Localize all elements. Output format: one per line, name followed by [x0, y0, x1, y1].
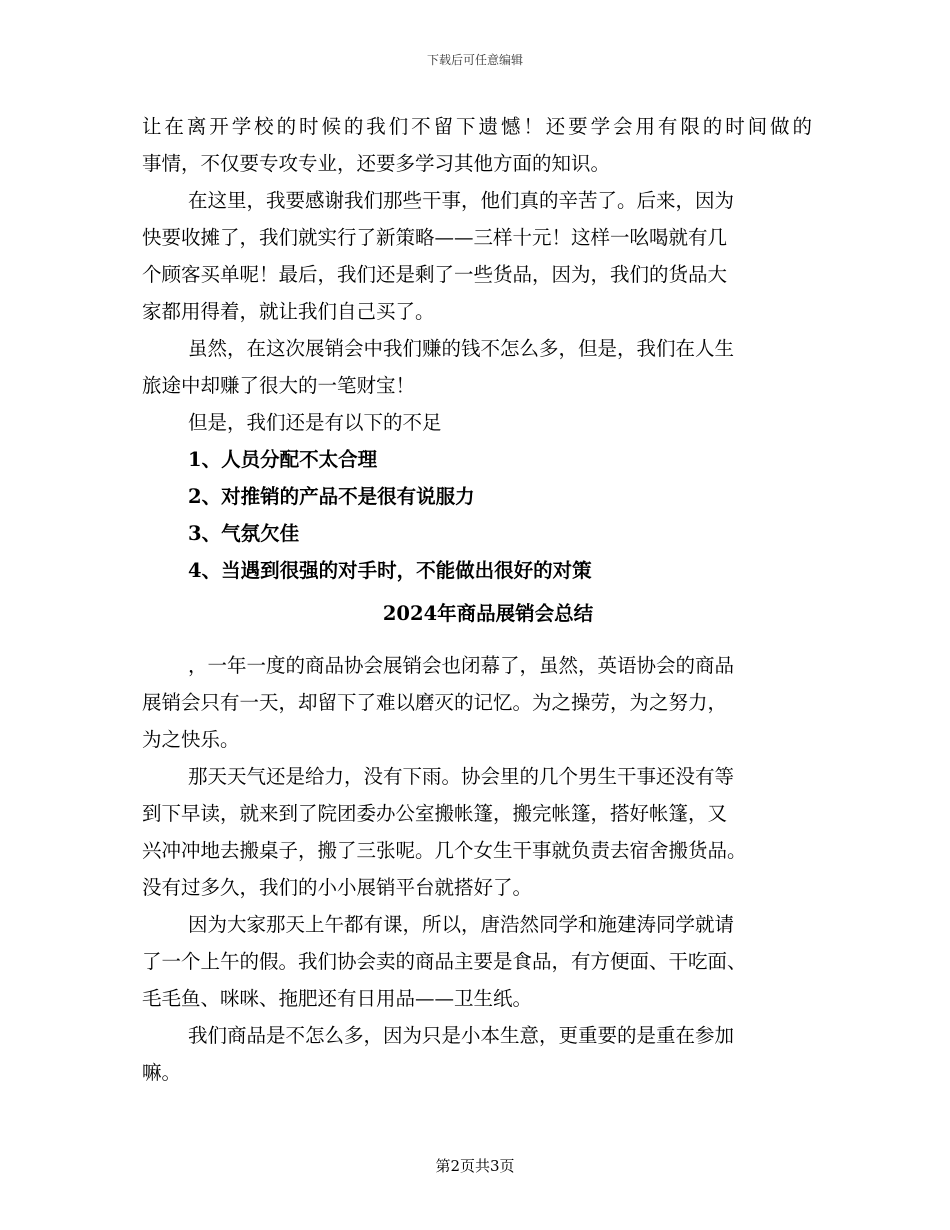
paragraph-line: 快要收摊了，我们就实行了新策略——三样十元！这样一吆喝就有几 [142, 226, 728, 249]
section-title: 2024年商品展销会总结 [382, 602, 594, 625]
paragraph-line: 在这里，我要感谢我们那些干事，他们真的辛苦了。后来，因为 [188, 189, 735, 212]
paragraph-line: 展销会只有一天，却留下了难以磨灭的记忆。为之操劳，为之努力， [142, 691, 728, 714]
paragraph-line: 嘛。 [142, 1061, 182, 1084]
paragraph-line: 没有过多久，我们的小小展销平台就搭好了。 [142, 876, 533, 899]
paragraph-line: ，一年一度的商品协会展销会也闭幕了，虽然，英语协会的商品 [188, 654, 735, 677]
paragraph-line: 为之快乐。 [142, 728, 240, 751]
paragraph-line: 那天天气还是给力，没有下雨。协会里的几个男生干事还没有等 [188, 765, 735, 788]
page-header: 下载后可任意编辑 [426, 53, 523, 67]
paragraph-line: 兴冲冲地去搬桌子，搬了三张呢。几个女生干事就负责去宿舍搬货品。 [142, 839, 747, 862]
paragraph-line: 旅途中却赚了很大的一笔财宝！ [142, 374, 416, 397]
paragraph-line: 但是，我们还是有以下的不足 [188, 411, 442, 434]
paragraph-line: 事情，不仅要专攻专业，还要多学习其他方面的知识。 [142, 152, 611, 175]
paragraph-line: 虽然，在这次展销会中我们赚的钱不怎么多，但是，我们在人生 [188, 337, 735, 360]
shortcoming-item-3: 3、气氛欠佳 [188, 522, 300, 545]
paragraph-line: 让在离开学校的时候的我们不留下遗憾！还要学会用有限的时间做的 [142, 115, 812, 138]
paragraph-line: 因为大家那天上午都有课，所以，唐浩然同学和施建涛同学就请 [188, 913, 735, 936]
shortcoming-item-2: 2、对推销的产品不是很有说服力 [188, 485, 475, 508]
paragraph-line: 了一个上午的假。我们协会卖的商品主要是食品，有方便面、干吃面、 [142, 950, 747, 973]
paragraph-line: 毛毛鱼、咪咪、拖肥还有日用品——卫生纸。 [142, 987, 533, 1010]
document-body [142, 108, 812, 1091]
paragraph-line: 我们商品是不怎么多，因为只是小本生意，更重要的是重在参加 [188, 1024, 735, 1047]
paragraph-line: 到下早读，就来到了院团委办公室搬帐篷，搬完帐篷，搭好帐篷，又 [142, 802, 728, 825]
shortcoming-item-1: 1、人员分配不太合理 [188, 448, 378, 471]
page-footer: 第2页共3页 [435, 1157, 515, 1175]
shortcoming-item-4: 4、当遇到很强的对手时，不能做出很好的对策 [188, 559, 592, 582]
paragraph-line: 家都用得着，就让我们自己买了。 [142, 300, 435, 323]
paragraph-line: 个顾客买单呢！最后，我们还是剩了一些货品，因为，我们的货品大 [142, 263, 728, 286]
